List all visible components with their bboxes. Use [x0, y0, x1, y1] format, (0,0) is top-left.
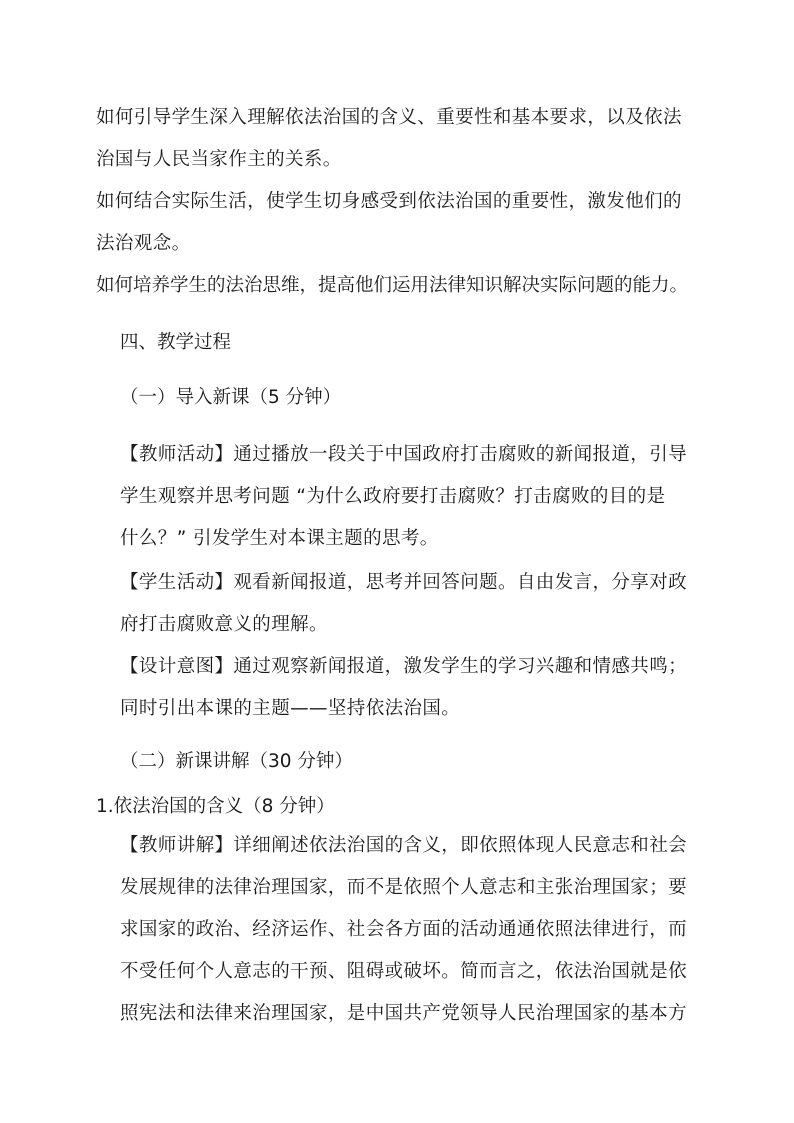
paragraph-line: 【教师讲解】详细阐述依法治国的含义，即依照体现人民意志和社会 [120, 835, 688, 856]
focus-point-line: 治国与人民当家作主的关系。 [96, 149, 342, 170]
item-heading: 1.依法治国的含义（8 分钟） [96, 796, 335, 817]
focus-point-line: 如何培养学生的法治思维，提高他们运用法律知识解决实际问题的能力。 [96, 275, 689, 296]
paragraph-line: 府打击腐败意义的理解。 [120, 614, 328, 635]
paragraph-line: 【设计意图】通过观察新闻报道，激发学生的学习兴趣和情感共鸣； [120, 656, 688, 677]
paragraph-line: 学生观察并思考问题 “为什么政府要打击腐败？打击腐败的目的是 [120, 486, 666, 507]
subsection-heading: （二）新课讲解（30 分钟） [120, 751, 353, 772]
paragraph-line: 什么？” 引发学生对本课主题的思考。 [120, 528, 439, 549]
paragraph-line: 同时引出本课的主题——坚持依法治国。 [120, 698, 461, 719]
paragraph-line: 求国家的政治、经济运作、社会各方面的活动通通依照法律进行，而 [120, 919, 688, 940]
focus-point-line: 法治观念。 [96, 233, 191, 254]
paragraph-line: 发展规律的法律治理国家，而不是依照个人意志和主张治理国家；要 [120, 877, 688, 898]
paragraph-line: 不受任何个人意志的干预、阻碍或破坏。简而言之，依法治国就是依 [120, 961, 688, 982]
subsection-heading: （一）导入新课（5 分钟） [120, 387, 342, 408]
section-heading: 四、教学过程 [120, 332, 232, 353]
focus-point-line: 如何结合实际生活，使学生切身感受到依法治国的重要性，激发他们的 [96, 191, 682, 212]
paragraph-line: 照宪法和法律来治理国家，是中国共产党领导人民治理国家的基本方 [120, 1003, 688, 1024]
paragraph-line: 【学生活动】观看新闻报道，思考并回答问题。自由发言，分享对政 [120, 572, 688, 593]
focus-point-line: 如何引导学生深入理解依法治国的含义、重要性和基本要求，以及依法 [96, 107, 682, 128]
paragraph-line: 【教师活动】通过播放一段关于中国政府打击腐败的新闻报道，引导 [120, 444, 688, 465]
